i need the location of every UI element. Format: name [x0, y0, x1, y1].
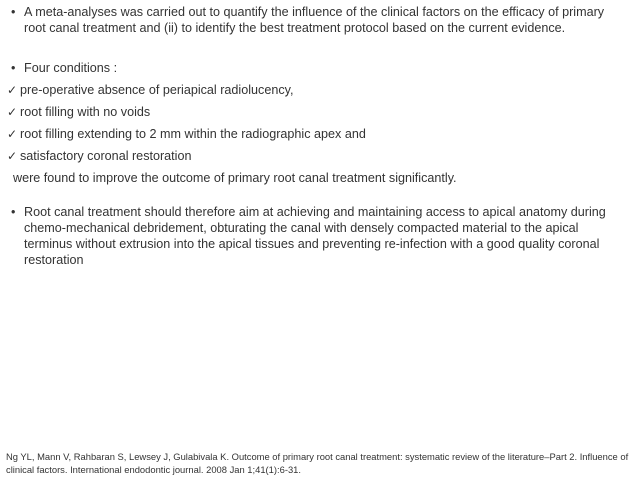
bullet-text: Four conditions : [24, 61, 118, 75]
checkmark-icon: ✓ [7, 127, 18, 141]
condition-text: pre-operative absence of periapical radiolucency, [20, 83, 294, 97]
bullet-icon: • [11, 205, 16, 219]
checkmark-icon: ✓ [7, 105, 18, 119]
condition-text: root filling with no voids [20, 105, 151, 119]
bullet-four-conditions [8, 60, 628, 76]
reference-citation: Ng YL, Mann V, Rahbaran S, Lewsey J, Gulabivala K. Outcome of primary root canal treatment: systematic review of the literature–Part 2. Influence of clinical factors. International endodontic journal. 2008 Jan 1;41(1):6-31. [6, 451, 629, 475]
bullet-treatment-aim [8, 204, 628, 268]
checkmark-icon: ✓ [7, 149, 18, 163]
condition-text: root filling extending to 2 mm within the radiographic apex and [20, 127, 366, 141]
bullet-icon: • [11, 5, 16, 19]
condition-item [8, 104, 628, 120]
bullet-meta-analysis [8, 4, 628, 36]
condition-item [8, 82, 628, 98]
conditions-conclusion: were found to improve the outcome of primary root canal treatment significantly. [13, 171, 457, 185]
condition-item [8, 126, 628, 142]
checkmark-icon: ✓ [7, 83, 18, 97]
condition-text: satisfactory coronal restoration [20, 149, 192, 163]
slide-content [8, 4, 628, 268]
bullet-text: A meta-analyses was carried out to quantify the influence of the clinical factors on the efficacy of primary root canal treatment and (ii) to identify the best treatment protocol based on the current evidence. [24, 5, 605, 35]
condition-item [8, 148, 628, 164]
bullet-text: Root canal treatment should therefore aim at achieving and maintaining access to apical anatomy during chemo-mechanical debridement, obturating the canal with densely compacted material to the apical terminus without extrusion into the apical tissues and preventing re-infection with a good quality coronal restoration [24, 205, 606, 267]
bullet-icon: • [11, 61, 16, 75]
